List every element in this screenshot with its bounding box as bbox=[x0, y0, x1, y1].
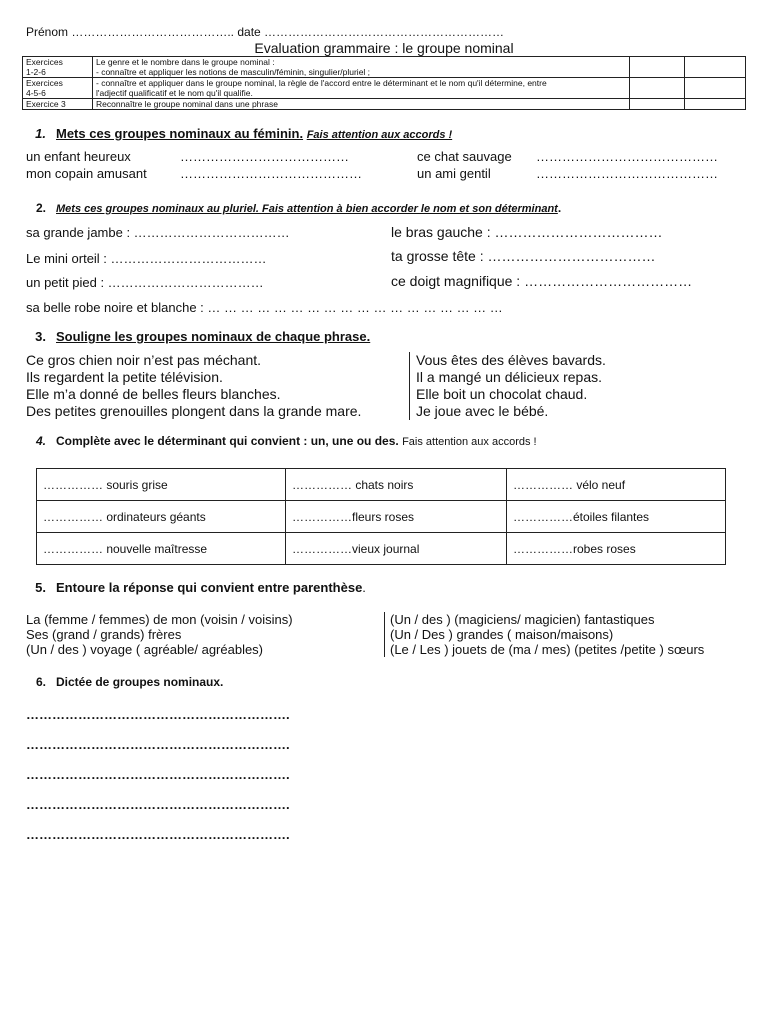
ex1-item-text: un ami gentil bbox=[417, 166, 491, 181]
objective-label: Exercices 4-5-6 bbox=[23, 78, 93, 99]
ex1-item-text: un enfant heureux bbox=[26, 149, 131, 164]
exercise-hint: Fais attention aux accords ! bbox=[402, 436, 537, 448]
objectives-table bbox=[22, 56, 746, 110]
exercise-1-heading bbox=[24, 126, 452, 141]
objective-label: Exercices 1-2-6 bbox=[23, 57, 93, 78]
objective-description: - connaître et appliquer dans le groupe nominal, la règle de l'accord entre le déterminant et le nom qu'il détermine, entre l'adjectif qualificatif et le nom qu'il qualifie. bbox=[93, 78, 630, 99]
table-row bbox=[23, 78, 746, 99]
dictation-line[interactable]: ……………………………………………………. bbox=[26, 707, 290, 722]
exercise-5-heading bbox=[24, 580, 366, 595]
fill-cell[interactable]: …………… chats noirs bbox=[286, 469, 507, 501]
objective-description: Le genre et le nombre dans le groupe nominal : - connaître et appliquer les notions de masculin/féminin, singulier/pluriel ; bbox=[93, 57, 630, 78]
exercise-hint: Fais attention aux accords ! bbox=[306, 129, 453, 141]
choice-phrase[interactable]: (Le / Les ) jouets de (ma / mes) (petites /petite ) sœurs bbox=[390, 642, 705, 657]
sentence[interactable]: Des petites grenouilles plongent dans la grande mare. bbox=[26, 403, 362, 419]
ex5-right-items bbox=[390, 612, 704, 657]
table-row bbox=[23, 57, 746, 78]
choice-phrase[interactable]: (Un / des ) (magiciens/ magicien) fantastiques bbox=[390, 612, 655, 627]
exercise-title: Mets ces groupes nominaux au féminin. bbox=[56, 126, 304, 141]
ex2-item[interactable]: Le mini orteil : ……………………………… bbox=[26, 251, 267, 266]
ex5-left-items bbox=[26, 612, 293, 657]
ex3-right-sentences bbox=[416, 352, 606, 420]
dictation-line[interactable]: ……………………………………………………. bbox=[26, 797, 290, 812]
fill-cell[interactable]: …………… vélo neuf bbox=[507, 469, 726, 501]
sentence[interactable]: Ce gros chien noir n’est pas méchant. bbox=[26, 352, 262, 368]
ex3-left-sentences bbox=[26, 352, 361, 420]
choice-phrase[interactable]: La (femme / femmes) de mon (voisin / voisins) bbox=[26, 612, 293, 627]
exercise-4-heading bbox=[24, 434, 537, 448]
objective-score-cell[interactable] bbox=[685, 99, 746, 110]
page-title: Evaluation grammaire : le groupe nominal bbox=[254, 40, 514, 56]
choice-phrase[interactable]: (Un / des ) voyage ( agréable/ agréables) bbox=[26, 642, 264, 657]
exercise-3-heading bbox=[24, 329, 370, 344]
ex2-item[interactable]: ce doigt magnifique : ……………………………… bbox=[391, 273, 693, 289]
objective-label: Exercice 3 bbox=[23, 99, 93, 110]
sentence[interactable]: Ils regardent la petite télévision. bbox=[26, 369, 223, 385]
table-row bbox=[37, 501, 726, 533]
sentence[interactable]: Vous êtes des élèves bavards. bbox=[416, 352, 606, 368]
ex1-item-text: mon copain amusant bbox=[26, 166, 147, 181]
exercise-title-period: . bbox=[557, 201, 562, 215]
objective-description: Reconnaître le groupe nominal dans une phrase bbox=[93, 99, 630, 110]
exercise-6-heading bbox=[24, 675, 223, 689]
sentence[interactable]: Il a mangé un délicieux repas. bbox=[416, 369, 602, 385]
fill-cell[interactable]: …………… nouvelle maîtresse bbox=[37, 533, 286, 565]
exercise-title: Souligne les groupes nominaux de chaque phrase. bbox=[56, 329, 371, 344]
exercise-title-period: . bbox=[362, 580, 366, 595]
ex2-item[interactable]: ta grosse tête : ……………………………… bbox=[391, 248, 656, 264]
ex2-item[interactable]: sa grande jambe : ……………………………… bbox=[26, 225, 290, 240]
determinant-table bbox=[36, 468, 726, 565]
dictation-line[interactable]: ……………………………………………………. bbox=[26, 827, 290, 842]
fill-cell[interactable]: ……………robes roses bbox=[507, 533, 726, 565]
exercise-2-heading bbox=[24, 201, 561, 215]
objective-score-cell[interactable] bbox=[630, 78, 685, 99]
fill-cell[interactable]: ……………fleurs roses bbox=[286, 501, 507, 533]
exercise-number: 6. bbox=[35, 675, 46, 689]
exercise-number: 4. bbox=[35, 434, 46, 448]
dictation-line[interactable]: ……………………………………………………. bbox=[26, 767, 290, 782]
fill-cell[interactable]: ……………vieux journal bbox=[286, 533, 507, 565]
ex2-item[interactable]: sa belle robe noire et blanche : … … … … … … … … … … … … … … … … … … bbox=[26, 300, 503, 315]
exercise-number: 3. bbox=[35, 329, 46, 344]
ex2-item[interactable]: un petit pied : ……………………………… bbox=[26, 275, 264, 290]
table-row bbox=[23, 99, 746, 110]
name-date-line[interactable]: Prénom ………………………………….. date …………………………………………………… bbox=[26, 25, 505, 39]
ex1-answer-dots[interactable]: …………………………………… bbox=[536, 166, 718, 181]
exercise-number: 1. bbox=[35, 126, 46, 141]
objective-score-cell[interactable] bbox=[630, 57, 685, 78]
table-row bbox=[37, 533, 726, 565]
choice-phrase[interactable]: (Un / Des ) grandes ( maison/maisons) bbox=[390, 627, 614, 642]
ex1-answer-dots[interactable]: …………………………………… bbox=[536, 149, 718, 164]
choice-phrase[interactable]: Ses (grand / grands) frères bbox=[26, 627, 182, 642]
ex1-answer-dots[interactable]: ………………………………… bbox=[180, 149, 349, 164]
sentence[interactable]: Je joue avec le bébé. bbox=[416, 403, 549, 419]
sentence[interactable]: Elle m’a donné de belles fleurs blanches. bbox=[26, 386, 281, 402]
exercise-number: 2. bbox=[35, 201, 46, 215]
ex2-item[interactable]: le bras gauche : ……………………………… bbox=[391, 224, 663, 240]
sentence[interactable]: Elle boit un chocolat chaud. bbox=[416, 386, 588, 402]
fill-cell[interactable]: …………… souris grise bbox=[37, 469, 286, 501]
objective-score-cell[interactable] bbox=[685, 57, 746, 78]
exercise-title: Dictée de groupes nominaux. bbox=[56, 675, 224, 689]
dictation-line[interactable]: ……………………………………………………. bbox=[26, 737, 290, 752]
fill-cell[interactable]: …………… ordinateurs géants bbox=[37, 501, 286, 533]
objective-score-cell[interactable] bbox=[685, 78, 746, 99]
exercise-title: Entoure la réponse qui convient entre parenthèse bbox=[56, 580, 363, 595]
objective-score-cell[interactable] bbox=[630, 99, 685, 110]
exercise-title: Complète avec le déterminant qui convient : un, une ou des. bbox=[56, 434, 399, 448]
exercise-number: 5. bbox=[35, 580, 46, 595]
ex1-item-text: ce chat sauvage bbox=[417, 149, 512, 164]
column-divider bbox=[409, 352, 410, 420]
table-row bbox=[37, 469, 726, 501]
exercise-title: Mets ces groupes nominaux au pluriel. Fais attention à bien accorder le nom et son déterminant bbox=[56, 203, 558, 215]
column-divider bbox=[384, 612, 385, 657]
fill-cell[interactable]: ……………étoiles filantes bbox=[507, 501, 726, 533]
ex1-answer-dots[interactable]: …………………………………… bbox=[180, 166, 362, 181]
